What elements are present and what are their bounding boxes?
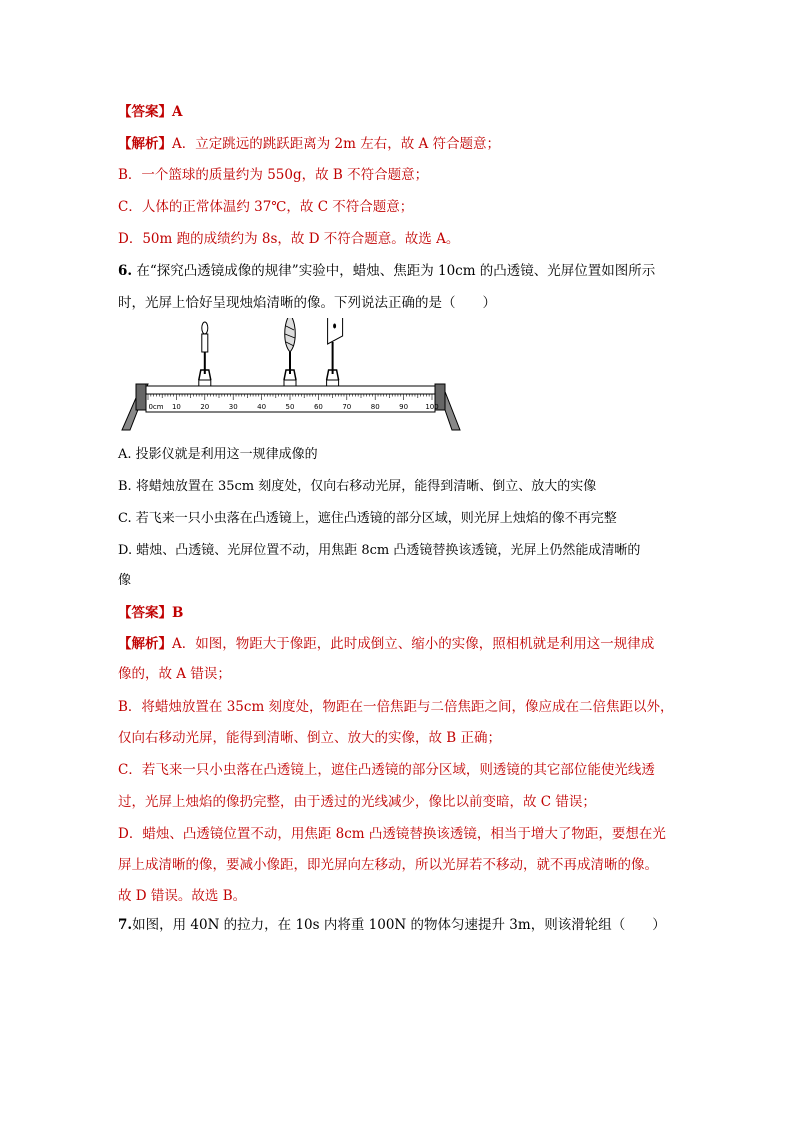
q5-analysis-line-4: D．50m 跑的成绩约为 8s，故 D 不符合题意。故选 A。 [118,231,460,247]
question-stem: 在“探究凸透镜成像的规律”实验中，蜡烛、焦距为 10cm 的凸透镜、光屏位置如图所示 [132,263,656,279]
q6-analysis-line-3: B．将蜡烛放置在 35cm 刻度处，物距在一倍焦距与二倍焦距之间，像应成在二倍焦距以外， [118,699,674,715]
question-number: 6. [118,263,133,279]
ruler-tick-label: 20 [200,403,210,411]
answer-value: B [172,605,184,621]
q6-option-a: A. 投影仪就是利用这一规律成像的 [118,447,318,462]
q6-option-b: B. 将蜡烛放置在 35cm 刻度处，仅向右移动光屏，能得到清晰、倒立、放大的实像 [118,479,597,494]
q5-analysis-line-1 [118,134,500,154]
q6-analysis-line-5: C．若飞来一只小虫落在凸透镜上，遮住凸透镜的部分区域，则透镜的其它部位能使光线透 [118,762,655,778]
ruler-tick-label: 30 [228,403,238,411]
answer-value: A [172,104,183,120]
candle-flame [202,322,208,334]
q6-option-d-line-2: 像 [118,573,132,588]
analysis-tag: 【解析】 [118,636,172,652]
screen-panel [328,318,343,344]
question-number: 7. [118,917,133,933]
analysis-text: A．立定跳远的跳跃距离为 2m 左右，故 A 符合题意； [172,136,501,152]
q6-answer-line [118,603,183,623]
optical-bench-figure [118,318,463,436]
q6-analysis-line-1 [118,634,654,654]
candle-body [202,334,208,352]
ruler-tick-label: 0cm [148,403,164,411]
q6-option-c: C. 若飞来一只小虫落在凸透镜上，遮住凸透镜的部分区域，则光屏上烛焰的像不再完整 [118,511,617,526]
q6-analysis-line-7: D．蜡烛、凸透镜位置不动，用焦距 8cm 凸透镜替换该透镜，相当于增大了物距，要想在光 [118,826,666,842]
q6-analysis-line-4: 仅向右移动光屏，能得到清晰、倒立、放大的实像，故 B 正确； [118,730,502,746]
q6-stem-line-2: 时，光屏上恰好呈现烛焰清晰的像。下列说法正确的是（ ） [118,295,496,311]
convex-lens [284,318,296,386]
q6-analysis-line-9: 故 D 错误。故选 B。 [118,888,247,904]
ruler-tick-label: 100 [425,403,439,411]
q6-analysis-line-8: 屏上成清晰的像，要减小像距，即光屏向左移动，所以光屏若不移动，就不再成清晰的像。 [118,857,658,873]
lens-body [285,318,296,352]
analysis-text: A．如图，物距大于像距，此时成倒立、缩小的实像，照相机就是利用这一规律成 [172,636,655,652]
ruler-tick-label: 70 [342,403,352,411]
answer-tag: 【答案】 [118,605,172,621]
question-stem: 如图，用 40N 的拉力，在 10s 内将重 100N 的物体匀速提升 3m，则该滑轮组（ ） [132,917,666,933]
q6-analysis-line-6: 过，光屏上烛焰的像扔完整，由于透过的光线减少，像比以前变暗，故 C 错误； [118,794,596,810]
analysis-tag: 【解析】 [118,136,172,152]
light-screen [327,318,343,386]
q6-option-d-line-1: D. 蜡烛、凸透镜、光屏位置不动，用焦距 8cm 凸透镜替换该透镜，光屏上仍然能成清晰的 [118,543,641,558]
ruler-tick-label: 50 [285,403,295,411]
bench-rail [146,386,435,394]
q7-stem-line [118,915,666,935]
q6-analysis-line-2: 像的，故 A 错误； [118,666,231,682]
answer-tag: 【答案】 [118,104,172,120]
q5-answer-line [118,102,182,122]
q5-analysis-line-2: B．一个篮球的质量约为 550g，故 B 不符合题意； [118,167,429,183]
ruler-tick-label: 90 [399,403,409,411]
ruler-tick-label: 60 [313,403,323,411]
ruler-tick-label: 10 [171,403,181,411]
q6-stem-line-1 [118,261,655,281]
ruler-tick-label: 40 [257,403,267,411]
q5-analysis-line-3: C．人体的正常体温约 37℃，故 C 不符合题意； [118,199,414,215]
screen-image [333,324,336,329]
ruler-tick-label: 80 [370,403,380,411]
candle [199,322,211,386]
left-end-block [136,384,146,410]
